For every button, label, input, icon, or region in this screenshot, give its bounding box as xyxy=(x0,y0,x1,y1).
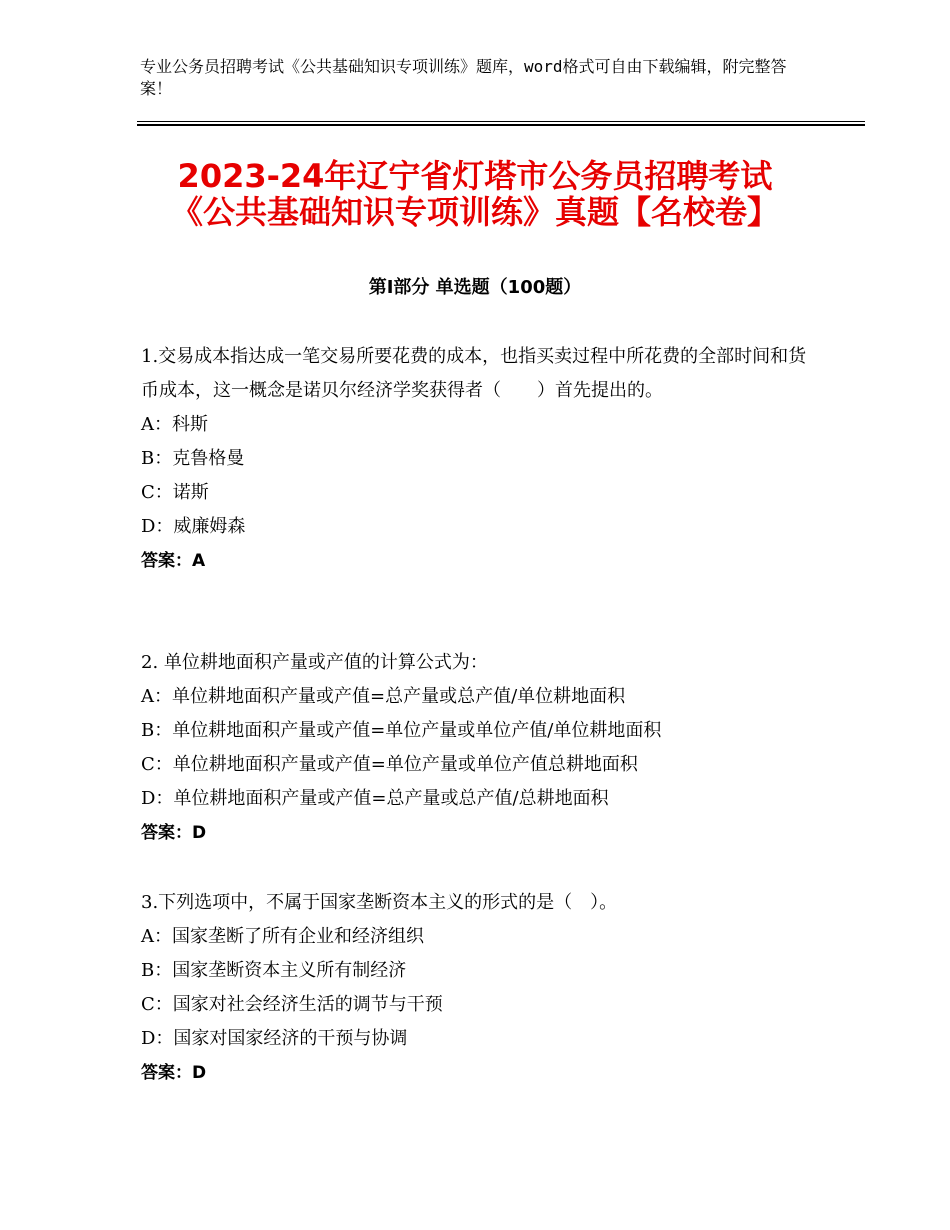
answer-label: 答案：A xyxy=(141,551,206,571)
section-title: 第Ⅰ部分 单选题（100题） xyxy=(368,277,582,298)
document-title xyxy=(100,158,850,230)
question-3 xyxy=(141,886,821,1090)
title-line-1: 2023-24年辽宁省灯塔市公务员招聘考试 xyxy=(177,157,773,195)
option-b: B：国家垄断资本主义所有制经济 xyxy=(141,960,407,981)
option-d: D：单位耕地面积产量或产值=总产量或总产值/总耕地面积 xyxy=(141,788,609,809)
question-stem: 3.下列选项中，不属于国家垄断资本主义的形式的是（ ）。 xyxy=(141,892,618,913)
header-note: 专业公务员招聘考试《公共基础知识专项训练》题库，word格式可自由下载编辑，附完整答案！ xyxy=(140,57,787,98)
answer-label: 答案：D xyxy=(141,823,207,843)
option-b: B：克鲁格曼 xyxy=(141,448,245,469)
option-d: D：威廉姆森 xyxy=(141,516,246,537)
option-a: A：国家垄断了所有企业和经济组织 xyxy=(141,926,424,947)
question-2 xyxy=(141,646,821,850)
option-a: A：科斯 xyxy=(141,414,208,435)
option-d: D：国家对国家经济的干预与协调 xyxy=(141,1028,408,1049)
header-divider xyxy=(137,121,865,126)
option-c: C：单位耕地面积产量或产值=单位产量或单位产值总耕地面积 xyxy=(141,754,638,775)
question-1 xyxy=(141,340,821,578)
option-c: C：国家对社会经济生活的调节与干预 xyxy=(141,994,443,1015)
question-stem: 2. 单位耕地面积产量或产值的计算公式为： xyxy=(141,652,488,673)
option-b: B：单位耕地面积产量或产值=单位产量或单位产值/单位耕地面积 xyxy=(141,720,662,741)
option-c: C：诺斯 xyxy=(141,482,209,503)
answer-label: 答案：D xyxy=(141,1063,207,1083)
question-stem: 1.交易成本指达成一笔交易所要花费的成本，也指买卖过程中所花费的全部时间和货币成本，这一概念是诺贝尔经济学奖获得者（ ）首先提出的。 xyxy=(141,346,807,401)
title-line-2: 《公共基础知识专项训练》真题【名校卷】 xyxy=(170,193,779,231)
option-a: A：单位耕地面积产量或产值=总产量或总产值/单位耕地面积 xyxy=(141,686,626,707)
